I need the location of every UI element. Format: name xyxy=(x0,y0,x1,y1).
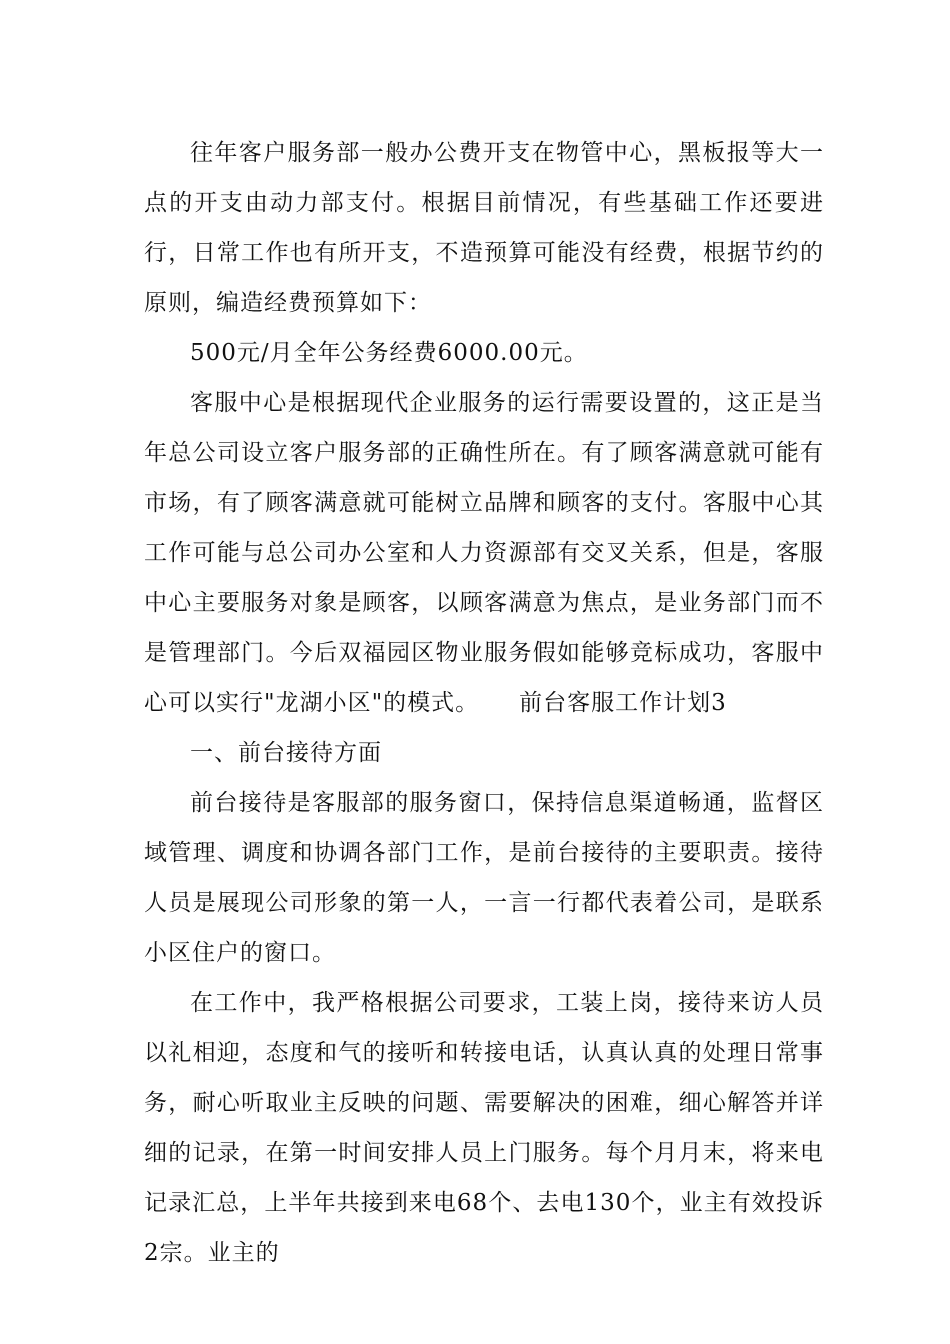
heading-front-desk: 一、前台接待方面 xyxy=(190,740,382,766)
paragraph-budget-amount: 500元/月全年公务经费6000.00元。 xyxy=(190,340,588,366)
paragraph-service-center xyxy=(144,378,824,728)
paragraph-work-details: 在工作中，我严格根据公司要求，工装上岗，接待来访人员以礼相迎，态度和气的接听和转接电话，认真认真的处理日常事务，耐心听取业主反映的问题、需要解决的困难，细心解答并详细的记录，在第一时间安排人员上门服务。每个月月末，将来电记录汇总，上半年共接到来电68个、去电130个，业主有效投诉2宗。业主的 xyxy=(144,990,824,1266)
paragraph-front-desk-role: 前台接待是客服部的服务窗口，保持信息渠道畅通，监督区域管理、调度和协调各部门工作，是前台接待的主要职责。接待人员是展现公司形象的第一人，一言一行都代表着公司，是联系小区住户的窗口。 xyxy=(144,790,824,966)
paragraph-service-center-text: 客服中心是根据现代企业服务的运行需要设置的，这正是当年总公司设立客户服务部的正确性所在。有了顾客满意就可能有市场，有了顾客满意就可能树立品牌和顾客的支付。客服中心其工作可能与总公司办公室和人力资源部有交叉关系，但是，客服中心主要服务对象是顾客，以顾客满意为焦点，是业务部门而不是管理部门。今后双福园区物业服务假如能够竞标成功，客服中心可以实行"龙湖小区"的模式。 xyxy=(144,390,824,716)
section-title-plan-3: 前台客服工作计划3 xyxy=(519,690,727,716)
paragraph-budget-intro: 往年客户服务部一般办公费开支在物管中心，黑板报等大一点的开支由动力部支付。根据目前情况，有些基础工作还要进行，日常工作也有所开支，不造预算可能没有经费，根据节约的原则，编造经费预算如下： xyxy=(144,140,824,316)
document-body xyxy=(144,128,824,1278)
